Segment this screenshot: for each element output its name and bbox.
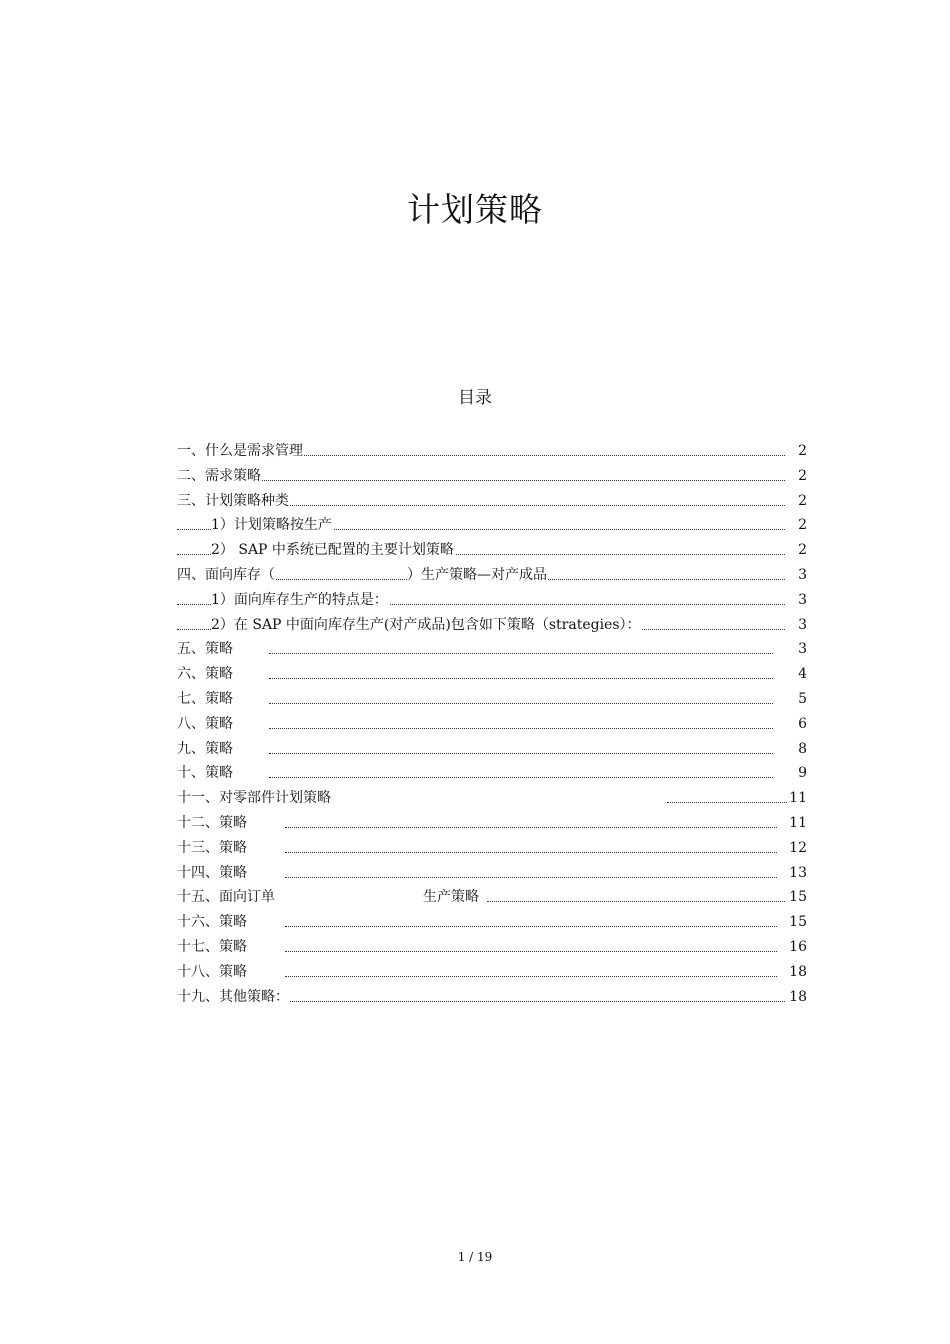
toc-entry[interactable] (177, 662, 807, 687)
toc-entry[interactable] (177, 910, 807, 935)
toc-entry-page: 15 (787, 910, 807, 935)
toc-entry-label: 十七、策略 (177, 935, 248, 960)
dot-leader (269, 777, 773, 778)
dot-leader (285, 976, 777, 977)
toc-entry-label-tail: ）生产策略—对产成品 (407, 563, 547, 588)
toc-entry-label: 十、策略 (177, 761, 234, 786)
dot-leader (487, 901, 785, 902)
toc-entry-page: 2 (787, 439, 807, 464)
dot-leader (285, 877, 777, 878)
toc-entry[interactable] (177, 960, 807, 985)
toc-entry-page: 3 (787, 563, 807, 588)
toc-entry[interactable] (177, 885, 807, 910)
dot-leader (667, 802, 789, 803)
toc-entry-page: 4 (777, 662, 807, 687)
toc-entry-page: 11 (787, 786, 807, 811)
toc-entry-label: 十二、策略 (177, 811, 248, 836)
dot-leader (285, 852, 777, 853)
toc-entry-page: 11 (787, 811, 807, 836)
toc-entry-page: 2 (787, 538, 807, 563)
toc-entry-page: 13 (787, 861, 807, 886)
toc-entry-label: 十三、策略 (177, 836, 248, 861)
toc-subentry[interactable] (177, 588, 807, 613)
table-of-contents (177, 439, 807, 1009)
toc-entry[interactable] (177, 985, 807, 1010)
toc-entry-page: 18 (787, 960, 807, 985)
toc-entry-label: 三、计划策略种类 (177, 489, 290, 514)
toc-entry-page: 3 (787, 613, 807, 638)
toc-entry-page: 16 (787, 935, 807, 960)
toc-entry-label: 十五、面向订单 (177, 885, 276, 910)
toc-entry-label: 九、策略 (177, 737, 234, 762)
toc-subentry[interactable] (177, 538, 807, 563)
dot-leader (285, 951, 777, 952)
toc-entry-label: 十九、其他策略： (177, 985, 290, 1010)
dot-leader (285, 926, 777, 927)
toc-entry-page: 15 (787, 885, 807, 910)
toc-entry-label: 五、策略 (177, 637, 234, 662)
toc-entry-page: 12 (787, 836, 807, 861)
toc-entry-label: 2） SAP 中系统已配置的主要计划策略 (211, 538, 455, 563)
toc-heading: 目录 (458, 388, 492, 408)
toc-entry-label: 八、策略 (177, 712, 234, 737)
toc-subentry[interactable] (177, 613, 807, 638)
toc-entry-label: 2）在 SAP 中面向库存生产(对产成品)包含如下策略（strategies）： (211, 613, 642, 638)
page-number-footer: 1 / 19 (457, 1250, 493, 1264)
toc-entry-page: 8 (777, 737, 807, 762)
toc-entry[interactable] (177, 563, 807, 588)
toc-entry-page: 5 (777, 687, 807, 712)
dot-leader (285, 827, 777, 828)
dot-leader (269, 703, 773, 704)
toc-entry-label: 六、策略 (177, 662, 234, 687)
dot-leader (269, 678, 773, 679)
toc-entry[interactable] (177, 935, 807, 960)
toc-entry-label: 二、需求策略 (177, 464, 262, 489)
toc-entry-label-tail: 生产策略 (423, 885, 479, 910)
toc-entry-page: 2 (787, 489, 807, 514)
toc-entry[interactable] (177, 786, 807, 811)
toc-entry-page: 9 (777, 761, 807, 786)
toc-entry[interactable] (177, 637, 807, 662)
toc-subentry[interactable] (177, 513, 807, 538)
toc-entry-page: 18 (787, 985, 807, 1010)
toc-entry[interactable] (177, 811, 807, 836)
toc-entry-label: 十八、策略 (177, 960, 248, 985)
dot-leader (269, 728, 773, 729)
toc-entry-label: 四、面向库存（ (177, 563, 276, 588)
toc-entry[interactable] (177, 761, 807, 786)
toc-entry-label: 十一、对零部件计划策略 (177, 786, 332, 811)
toc-entry[interactable] (177, 439, 807, 464)
toc-entry-page: 2 (787, 513, 807, 538)
dot-leader (269, 653, 773, 654)
toc-entry-page: 2 (787, 464, 807, 489)
toc-entry[interactable] (177, 836, 807, 861)
dot-leader (177, 480, 785, 481)
toc-entry-label: 十六、策略 (177, 910, 248, 935)
toc-entry[interactable] (177, 464, 807, 489)
toc-entry-page: 3 (777, 637, 807, 662)
document-title: 计划策略 (407, 190, 543, 229)
toc-entry[interactable] (177, 712, 807, 737)
toc-entry-label: 十四、策略 (177, 861, 248, 886)
toc-entry[interactable] (177, 737, 807, 762)
toc-entry-page: 6 (777, 712, 807, 737)
dot-leader (269, 753, 773, 754)
toc-entry-label: 1）面向库存生产的特点是： (211, 588, 389, 613)
toc-entry[interactable] (177, 687, 807, 712)
toc-entry-label: 1）计划策略按生产 (211, 513, 333, 538)
toc-entry-label: 七、策略 (177, 687, 234, 712)
toc-entry[interactable] (177, 861, 807, 886)
toc-entry-label: 一、什么是需求管理 (177, 439, 304, 464)
toc-entry[interactable] (177, 489, 807, 514)
toc-entry-page: 3 (787, 588, 807, 613)
